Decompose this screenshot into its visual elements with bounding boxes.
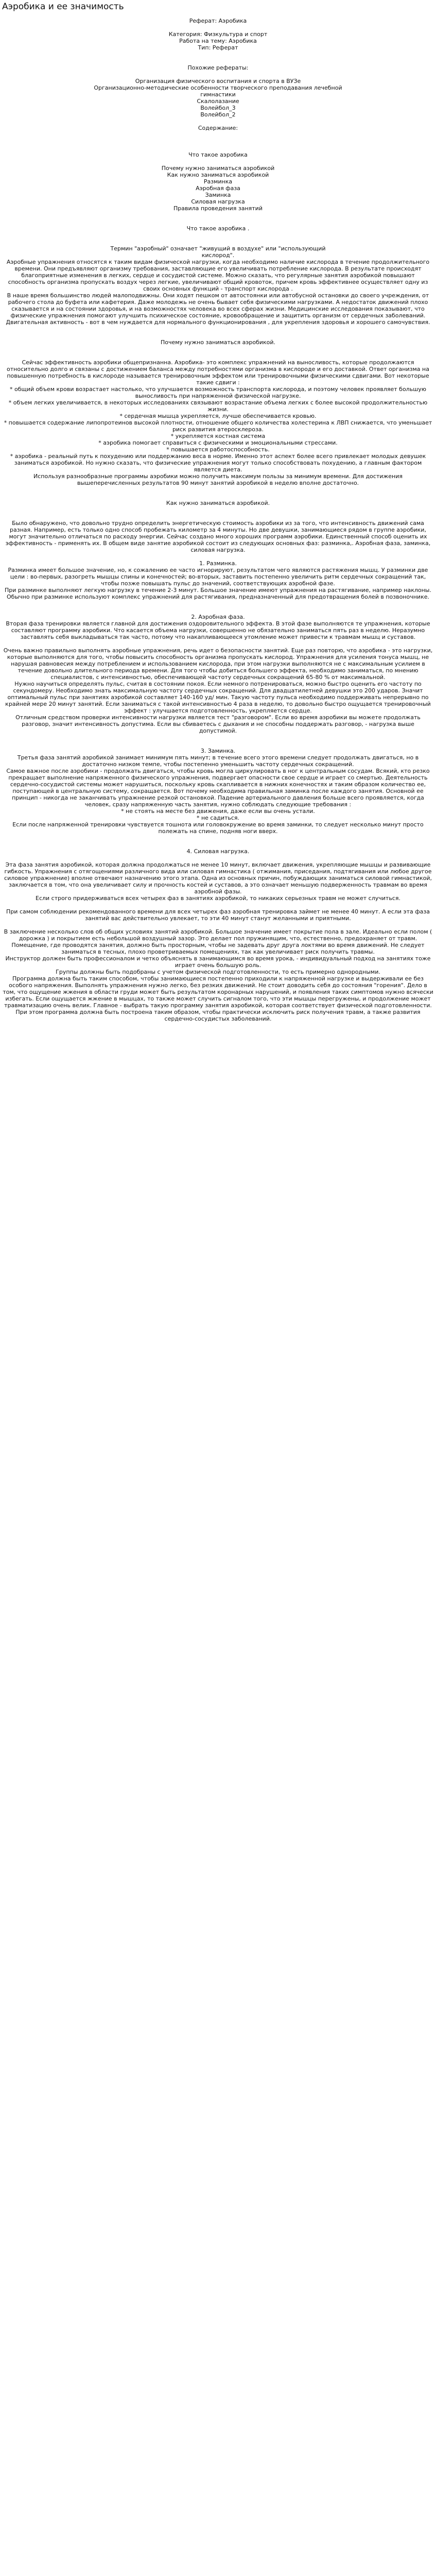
toc-list xyxy=(2,151,434,212)
paragraph: Эта фаза занятия аэробикой, которая должна продолжаться не менее 10 минут, включает движения, укрепляющие мышцы и развивающие гибкость. Упражнения с отягощениями различного вида или силовая гимнастика ( отжимания, приседания, подтягивания или любое другое силовое упражнение) вполне отвечают назначению этого этапа. Одна из основных причин, побуждающих заниматься силовой гимнастикой, заключается в том, что она увеличивает силу и прочность костей и суставов, а это означает меньшую подверженность травмам во время аэробной фазы. xyxy=(4,861,432,895)
similar-heading: Похожие рефераты: xyxy=(187,64,249,71)
paragraph: Помещение, где проводятся занятия, должно быть просторным, чтобы не задевать друг друга локтями во время движений. Не следует заниматься в тесных, плохо проветриваемых помещениях, так как увеличивает риск получить травмы. xyxy=(11,942,425,955)
toc-item: Заминка xyxy=(205,192,231,198)
paragraph: При самом соблюдении рекомендованного времени для всех четырех фаз аэробная тренировка займет не менее 40 минут. А если эта фаза занятий вас действительно увлекает, то эти 40 минут станут желанными и приятными. xyxy=(6,908,430,922)
document-page xyxy=(0,0,436,1022)
paragraph: Термин "аэробный" означает "живущий в воздухе" или "использующий кислород". xyxy=(110,245,326,259)
paragraph: * аэробика помогает справиться с физическими и эмоциональными стрессами. xyxy=(98,439,338,446)
section-heading: 2. Аэробная фаза. xyxy=(191,614,245,620)
section-heading: Как нужно заниматься аэробикой. xyxy=(166,500,270,506)
section-heading: 4. Силовая нагрузка. xyxy=(186,848,250,855)
page-title: Аэробика и ее значимость xyxy=(2,2,124,12)
toc-item: Почему нужно заниматься аэробикой xyxy=(161,165,275,172)
similar-item: Скалолазание xyxy=(197,98,239,105)
paragraph: Программа должна быть таким способом, чтобы занимающиеся постепенно приходили к напряженной нагрузке и выдерживали ее без особого напряжения. Выполнять упражнения нужно легко, без резких движений. Не стоит доводить себя до состояния "горения". Дело в том, что ощущение жжения в области груди может быть результатом коронарных нарушений, и появления таких симптомов нужно всячески избегать. Если ощущается жжение в мышцах, то также может случить сигналом того, что эти мышцы перегружены, и продолжение может травматизацию очень велик. Главное - выбрать такую программу занятия аэробикой, которая соответствует физической подготовленности. При этом программа должна быть построена таким образом, чтобы практически исключить риск получения травм, а также развития сердечно-сосудистых заболеваний. xyxy=(3,975,433,1022)
header-line: Тип: Реферат xyxy=(198,44,238,51)
paragraph: Используя разнообразные программы аэробики можно получить максимум пользы за минимум времени. Для достижения вышеперечисленных результатов 90 минут занятий аэробикой в неделю вполне достаточно. xyxy=(33,473,403,486)
paragraph: Сейчас эффективность аэробики общепризнанна. Аэробика- это комплекс упражнений на выносливость, которые продолжаются относительно долго и связаны с достижением баланса между потребностями организма в кислороде и его доставкой. Ответ организма на повышенную потребность в кислороде называется тренировочным эффектом или тренировочными физическими сдвигами. Вот некоторые такие сдвиги : xyxy=(7,359,429,386)
similar-item: Волейбол_3 xyxy=(200,105,236,111)
paragraph: * аэробика - реальный путь к похудению или поддержанию веса в норме. Именно этот аспект более всего привлекает молодых девушек заниматься аэробикой. Но нужно сказать, что физические упражнения могут только способствовать похудению, а главным фактором является диета. xyxy=(10,453,426,473)
toc-item: Аэробная фаза xyxy=(196,185,240,192)
paragraph: Третья фаза занятий аэробикой занимает минимум пять минут; в течение всего этого времени следует продолжать двигаться, но в достаточно низком темпе, чтобы постепенно уменьшить частоту сердечных сокращений. xyxy=(17,754,419,768)
paragraph: * укрепляется костная система xyxy=(170,433,266,439)
paragraph: * повышается содержание липопротеинов высокой плотности, отношение общего количества холестерина к ЛВП снижается, что уменьшает риск развития атеросклероза. xyxy=(4,419,432,433)
paragraph: * повышается работоспособность. xyxy=(166,446,270,453)
paragraph: Было обнаружено, что довольно трудно определить энергетическую стоимость аэробики из за того, что интенсивность движений сама разная. Например, есть только одно способ пробежать километр за 4 минуты. Но две девушки, занимающиеся рядом в группе аэробики, могут значительно отличаться по расходу энергии. Сейчас создано много хороших программ аэробики. Единственный способ оценить их эффективность - применять их. В общем виде занятие аэробикой состоит из следующих основных фаз: разминка,. Аэробная фаза, заминка, силовая нагрузка. xyxy=(5,520,431,553)
section-strength-load xyxy=(2,848,434,1022)
similar-item: Волейбол_2 xyxy=(200,111,236,118)
section-heading: Почему нужно заниматься аэробикой. xyxy=(160,339,276,346)
section-heading: 3. Заминка. xyxy=(200,748,236,754)
header-line: Работа на тему: Аэробика xyxy=(179,38,257,44)
paragraph: Аэробные упражнения относятся к таким видам физической нагрузки, когда необходимо наличие кислорода в течение продолжительного времени. Они предъявляют организму требования, заставляющие его увеличивать потребление кислорода. В результате происходят благоприятные изменения в легких, сердце и сосудистой системе. Можно сказать, что регулярные занятия аэробикой повышают способность организма пропускать воздух через легкие, увеличивают общий кровоток, причем кровь эффективнее осуществляет одну из своих основных функций - транспорт кислорода . xyxy=(6,259,430,292)
section-what-is-aerobics xyxy=(2,225,434,326)
paragraph: * общий объем крови возрастает настолько, что улучшается возможность транспорта кислорода, и поэтому человек проявляет большую выносливость при напряженной физической нагрузке. xyxy=(9,386,427,399)
paragraph: * не садиться. xyxy=(196,815,240,821)
paragraph: В наше время большинство людей малоподвижны. Они ходят пешком от автостоянки или автобусной остановки до своего учреждения, от рабочего стола до буфета или кафетерия. Даже молодежь не очень бывает себя физическими нагрузками. А недостаток движений плохо сказывается и на состоянии здоровья, и на возможностях человека во всех сферах жизни. Медицинские исследования показывают, что физические упражнения помогают улучшить психическое состояние, кровообращение и защитить организм от сердечных заболеваний. Двигательная активность - вот в чем нуждается для нормального функционирования , для укрепления здоровья и хорошего самочувствия. xyxy=(6,292,430,326)
section-why-aerobics xyxy=(2,339,434,486)
similar-item: Организационно-методические особенности творческого преподавания лечебной гимнастики xyxy=(94,84,342,98)
paragraph: Разминка имеет большое значение, но, к сожалению ее часто игнорируют, результатом чего являются растяжения мышц. У разминки две цели : во-первых, разогреть мышцы спины и конечностей; во-вторых, заставить постепенно увеличить ритм сердечных сокращений так, чтобы позже повышать пульс до значений, соответствующих аэробной фазе. xyxy=(8,567,428,587)
header-line: Реферат: Аэробика xyxy=(189,18,247,24)
paragraph: * объем легких увеличивается, в некоторых исследованиях связывают возрастание объема легких с более высокой продолжительностью жизни. xyxy=(8,399,428,413)
paragraph: Очень важно правильно выполнять аэробные упражнения, речь идет о безопасности занятий. Еще раз повторю, что аэробика - это нагрузки, которые выполняются для того, чтобы повысить способность организма пропускать кислород. Упражнения для усиления тонуса мышц, не нарушая равновесия между потреблением и использованием кислорода, при этом нагрузки выполняются не с максимальным усилием в течение довольно длительного периода времени. Для того чтобы добиться большего эффекта, необходимо заниматься, по мнению специалистов, с интенсивностью, обеспечивающей частоту сердечных сокращений 65-80 % от максимальной. xyxy=(3,647,433,681)
section-cooldown xyxy=(2,748,434,835)
toc-item: Что такое аэробика xyxy=(188,151,248,158)
paragraph: Вторая фаза тренировки является главной для достижения оздоровительного эффекта. В этой фазе выполняются те упражнения, которые составляют программу аэробики. Что касается объема нагрузки, совершенно не обязательно заниматься пять раз в неделю. Неразумно заставлять себя выкладываться так часто, потому что накапливающееся утомление может привести к травмам мышц и суставов. xyxy=(6,620,430,640)
section-aerobic-phase xyxy=(2,614,434,734)
paragraph: Нужно научиться определять пульс, считая в состоянии покоя. Если немного потренироваться, можно быстро оценить его частоту по секундомеру. Необходимо знать максимальную частоту сердечных сокращений. Для двадцатилетней девушки это 200 ударов. Значит оптимальный пульс при занятиях аэробикой составляет 140-160 уд/ мин. Такую частоту пульса необходимо поддерживать непрерывно по крайней мере 20 минут занятий. Если заниматься с такой интенсивностью 4 раза в неделю, то довольно быстро ощущается тренировочный эффект : улучшается подготовленность, укрепляется сердце. xyxy=(5,681,431,714)
toc-item: Разминка xyxy=(203,178,233,185)
paragraph: Если строго придерживаться всех четырех фаз в занятиях аэробикой, то никаких серьезных травм не может случиться. xyxy=(36,895,400,902)
similar-item: Организация физического воспитания и спорта в ВУЗе xyxy=(135,78,301,84)
doc-header xyxy=(2,18,434,51)
paragraph: Инструктор должен быть профессионалом и четко объяснять в занимающимся во время урока, - индивидуальный подход на занятиях тоже играет очень большую роль. xyxy=(5,955,431,969)
section-heading: Что такое аэробика . xyxy=(186,225,250,232)
section-warmup xyxy=(2,560,434,600)
paragraph: В заключение несколько слов об общих условиях занятий аэробикой. Большое значение имеет покрытие пола в зале. Идеально если полом ( дорожка ) и покрытием есть небольшой воздушный зазор. Это делает пол пружинящим, что, естественно, предохраняет от травм. xyxy=(4,928,432,942)
toc-item: Силовая нагрузка xyxy=(191,198,245,205)
paragraph: Группы должны быть подобраны с учетом физической подготовленности, то есть примерно однородными. xyxy=(56,969,380,975)
paragraph: Самое важное после аэробики - продолжать двигаться, чтобы кровь могла циркулировать в ног к центральным сосудам. Всякий, кто резко прекращает выполнение напряженного физического упражнения, подвергает опасности свое сердце и играет со смертью. Деятельность сердечно-сосудистой системы может нарушиться, поскольку кровь скапливается в нижних конечностях и таким образом количество ее, поступающей в центральную систему, сокращается. Вот почему необходима правильная заминка после каждого занятия. Основной ее принцип - никогда не заканчивать упражнение резкой остановкой. Падение артериального давления больше всего проявляется, когда человек, сразу напряженную часть занятия, нужно соблюдать следующие требования : xyxy=(6,768,430,808)
paragraph: * не стоять на месте без движения, даже если вы очень устали. xyxy=(121,808,315,815)
similar-list xyxy=(2,64,434,131)
section-how-aerobics xyxy=(2,500,434,553)
header-line: Категория: Физкультура и спорт xyxy=(168,31,268,38)
toc-heading: Содержание: xyxy=(198,125,238,131)
paragraph: Если после напряженной тренировки чувствуется тошнота или головокружение во время заминки, то следует несколько минут просто полежать на спине, подняв ноги вверх. xyxy=(12,821,424,835)
paragraph: * сердечная мышца укрепляется, лучше обеспечивается кровью. xyxy=(119,413,317,419)
section-heading: 1. Разминка. xyxy=(199,560,237,567)
toc-item: Правила проведения занятий xyxy=(173,205,263,212)
paragraph: При разминке выполняют легкую нагрузку в течение 2-3 минут. Большое значение имеют упражнения на растягивание, например наклоны. Обычно при разминке используют комплекс упражнений для растягивания, предназначенный для предотвращения болей в позвоночнике. xyxy=(5,587,431,600)
paragraph: Отличным средством проверки интенсивности нагрузки является тест "разговором". Если во время аэробики вы можете продолжать разговор, значит интенсивность допустима. Если вы сбиваетесь с дыхания и не способны поддержать разговор, - нагрузка выше допустимой. xyxy=(15,714,421,734)
toc-item: Как нужно заниматься аэробикой xyxy=(167,172,269,178)
